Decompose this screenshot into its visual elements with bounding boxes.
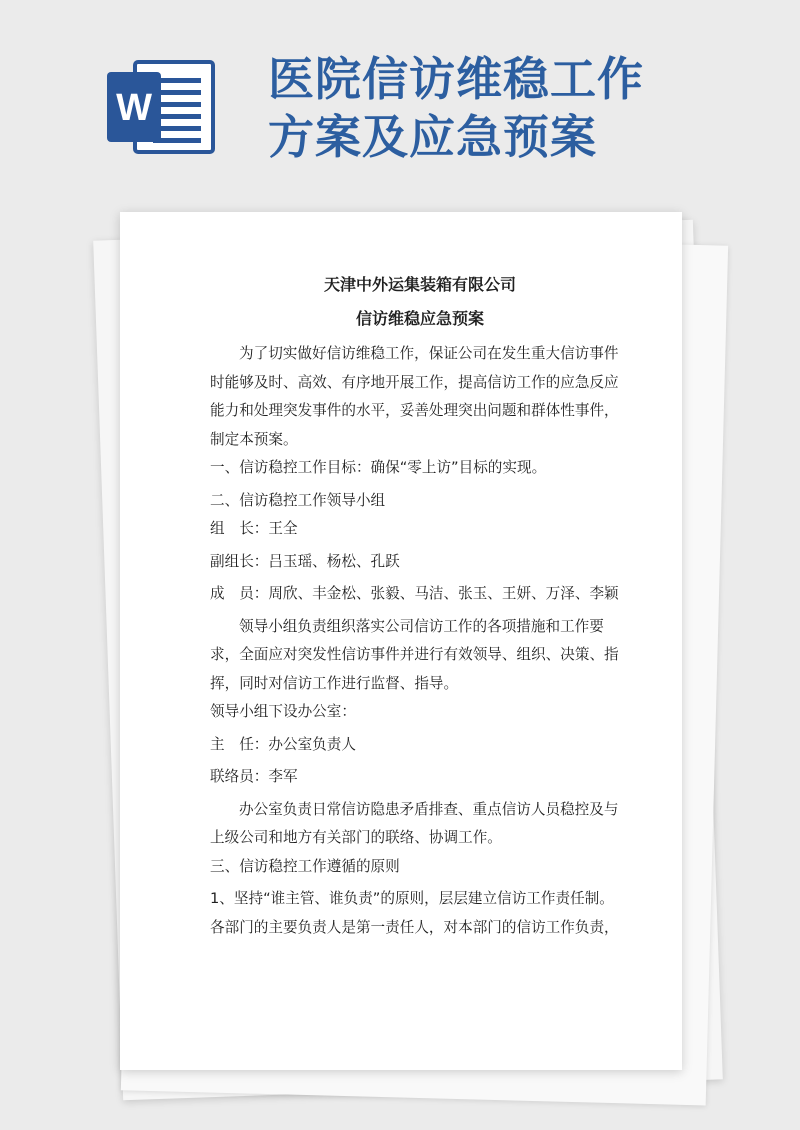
para4-line: 1、坚持“谁主管、谁负责”的原则，层层建立信访工作责任制。 xyxy=(210,890,614,907)
office-intro: 领导小组下设办公室： xyxy=(210,703,356,720)
para3-line: 上级公司和地方有关部门的联络、协调工作。 xyxy=(210,829,502,846)
liaison-line: 联络员：李军 xyxy=(210,768,298,785)
word-document-icon xyxy=(95,52,235,162)
company-name: 天津中外运集装箱有限公司 xyxy=(323,275,516,294)
document-body xyxy=(210,268,630,942)
para3-line: 办公室负责日常信访隐患矛盾排查、重点信访人员稳控及与 xyxy=(239,800,619,818)
para1-line: 制定本预案。 xyxy=(210,430,298,448)
section-heading-3: 三、信访稳控工作遵循的原则 xyxy=(210,857,400,875)
members-line: 成 员：周欣、丰金松、张毅、马洁、张玉、王妍、万泽、李颖 xyxy=(210,585,619,602)
para2-line: 领导小组负责组织落实公司信访工作的各项措施和工作要 xyxy=(239,617,604,635)
para2-line: 求，全面应对突发性信访事件并进行有效领导、组织、决策、指 xyxy=(210,646,619,663)
para1-line: 为了切实做好信访维稳工作，保证公司在发生重大信访事件 xyxy=(239,345,619,362)
banner-title-line2: 方案及应急预案 xyxy=(268,110,597,164)
director-line: 主 任：办公室负责人 xyxy=(210,735,356,753)
leader-line: 组 长：王全 xyxy=(210,520,298,537)
para1-line: 能力和处理突发事件的水平，妥善处理突出问题和群体性事件， xyxy=(210,402,619,419)
section-heading-1: 一、信访稳控工作目标：确保“零上访”目标的实现。 xyxy=(210,459,547,476)
header-banner xyxy=(0,0,800,200)
banner-title xyxy=(268,50,644,166)
deputy-line: 副组长：吕玉瑶、杨松、孔跃 xyxy=(210,552,400,570)
word-icon-letter: W xyxy=(116,87,152,129)
para2-line: 挥，同时对信访工作进行监督、指导。 xyxy=(210,674,459,692)
para1-line: 时能够及时、高效、有序地开展工作，提高信访工作的应急反应 xyxy=(210,373,619,391)
section-heading-2: 二、信访稳控工作领导小组 xyxy=(210,491,386,509)
document-page xyxy=(120,212,682,1070)
document-title: 信访维稳应急预案 xyxy=(355,309,484,328)
para4-line: 各部门的主要负责人是第一责任人，对本部门的信访工作负责， xyxy=(210,918,619,936)
banner-title-line1: 医院信访维稳工作 xyxy=(268,52,644,106)
